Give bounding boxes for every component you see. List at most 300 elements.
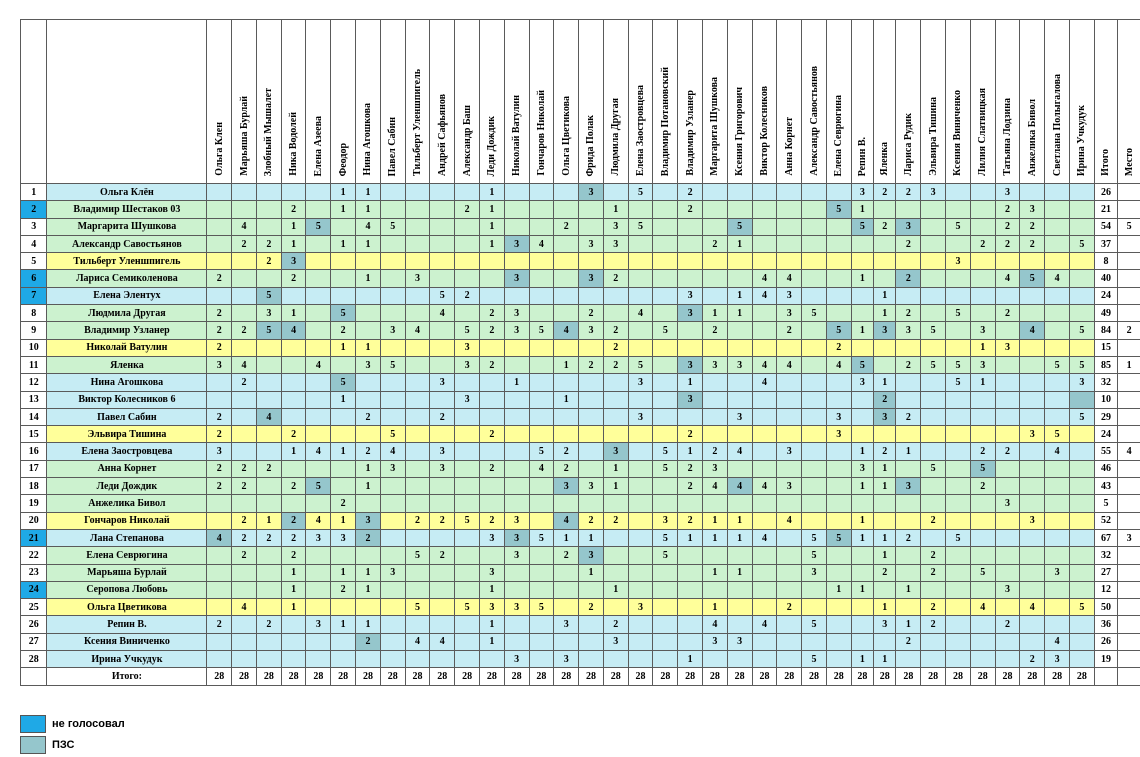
score-cell: [455, 547, 480, 564]
score-cell: [970, 529, 995, 546]
score-cell: [430, 529, 455, 546]
score-cell: [896, 426, 921, 443]
score-cell: [1069, 478, 1094, 495]
score-cell: [256, 599, 281, 616]
score-cell: 2: [579, 305, 604, 322]
score-cell: [207, 633, 232, 650]
score-cell: [921, 339, 946, 356]
score-cell: 4: [1020, 599, 1045, 616]
score-cell: [970, 287, 995, 304]
score-cell: [802, 581, 827, 598]
score-cell: 3: [504, 270, 529, 287]
row-total: 21: [1094, 201, 1117, 218]
score-cell: [777, 374, 802, 391]
score-cell: 3: [946, 253, 971, 270]
score-cell: [430, 599, 455, 616]
score-cell: [702, 287, 727, 304]
score-cell: [529, 478, 554, 495]
totals-label: Итого:: [47, 668, 207, 685]
score-cell: 3: [579, 547, 604, 564]
column-header: [281, 20, 306, 184]
score-cell: 5: [653, 443, 678, 460]
column-total: 28: [777, 668, 802, 685]
column-header: [1094, 20, 1117, 184]
score-cell: [603, 408, 628, 425]
score-cell: 2: [232, 322, 257, 339]
column-total: 28: [727, 668, 752, 685]
score-cell: 1: [874, 599, 896, 616]
score-cell: [1045, 616, 1070, 633]
table-row: [21, 651, 1140, 668]
score-cell: 3: [430, 374, 455, 391]
score-cell: [802, 599, 827, 616]
column-header: [921, 20, 946, 184]
score-cell: [232, 270, 257, 287]
score-cell: 4: [777, 512, 802, 529]
score-cell: [921, 529, 946, 546]
score-cell: [1069, 495, 1094, 512]
score-cell: [455, 374, 480, 391]
row-place: [1118, 270, 1140, 287]
score-cell: [579, 616, 604, 633]
column-header: [1045, 20, 1070, 184]
score-cell: 3: [802, 564, 827, 581]
score-cell: [1020, 460, 1045, 477]
score-cell: [1020, 408, 1045, 425]
score-cell: 3: [579, 270, 604, 287]
row-place: [1118, 408, 1140, 425]
score-cell: [995, 356, 1020, 373]
row-number: 23: [21, 564, 47, 581]
score-cell: [504, 581, 529, 598]
score-cell: [802, 478, 827, 495]
score-cell: 5: [256, 322, 281, 339]
score-cell: [702, 391, 727, 408]
column-header-label: Александр Савостьянов: [808, 66, 820, 176]
score-cell: [256, 339, 281, 356]
score-cell: 5: [455, 322, 480, 339]
score-cell: 5: [653, 322, 678, 339]
score-cell: 3: [678, 287, 703, 304]
score-cell: [356, 599, 381, 616]
score-cell: [802, 339, 827, 356]
score-cell: [921, 391, 946, 408]
score-cell: 2: [554, 443, 579, 460]
column-header: [504, 20, 529, 184]
score-cell: [455, 426, 480, 443]
score-cell: [380, 339, 405, 356]
table-row: [21, 356, 1140, 373]
row-number: 5: [21, 253, 47, 270]
score-cell: [504, 495, 529, 512]
row-total: 54: [1094, 218, 1117, 235]
score-cell: [281, 633, 306, 650]
column-header: [995, 20, 1020, 184]
score-cell: [851, 616, 873, 633]
score-cell: [678, 633, 703, 650]
table-row: [21, 599, 1140, 616]
score-cell: 1: [826, 581, 851, 598]
score-cell: 1: [702, 599, 727, 616]
score-cell: [579, 408, 604, 425]
score-cell: 2: [702, 443, 727, 460]
score-cell: [995, 460, 1020, 477]
score-cell: [405, 218, 430, 235]
score-cell: [529, 633, 554, 650]
score-cell: [802, 391, 827, 408]
score-cell: [232, 581, 257, 598]
score-cell: 5: [826, 529, 851, 546]
score-cell: 5: [921, 460, 946, 477]
score-cell: 4: [380, 443, 405, 460]
score-cell: 4: [702, 478, 727, 495]
score-cell: [970, 633, 995, 650]
score-cell: [702, 201, 727, 218]
score-cell: 1: [579, 529, 604, 546]
table-row: [21, 478, 1140, 495]
score-cell: 3: [628, 599, 653, 616]
score-cell: 2: [1020, 218, 1045, 235]
score-cell: [356, 253, 381, 270]
score-cell: 1: [356, 478, 381, 495]
score-cell: [579, 287, 604, 304]
score-cell: [554, 426, 579, 443]
score-cell: [653, 270, 678, 287]
score-cell: [653, 408, 678, 425]
score-cell: 5: [851, 218, 873, 235]
column-header: [232, 20, 257, 184]
totals-blank: [21, 668, 47, 685]
score-cell: 1: [851, 478, 873, 495]
score-cell: [554, 581, 579, 598]
score-cell: 3: [207, 443, 232, 460]
score-cell: [455, 633, 480, 650]
score-cell: 2: [479, 305, 504, 322]
score-cell: [504, 564, 529, 581]
score-cell: [529, 512, 554, 529]
score-cell: 3: [995, 495, 1020, 512]
score-cell: 4: [529, 235, 554, 252]
score-cell: [1045, 581, 1070, 598]
score-cell: [405, 529, 430, 546]
score-cell: 3: [896, 218, 921, 235]
score-cell: [995, 408, 1020, 425]
column-header-label: Ника Водолей: [288, 112, 300, 176]
score-cell: [232, 564, 257, 581]
participant-name: Марьяша Бурлай: [47, 564, 207, 581]
score-cell: 2: [603, 322, 628, 339]
score-cell: [331, 408, 356, 425]
score-cell: 2: [554, 460, 579, 477]
score-cell: [702, 408, 727, 425]
score-cell: 5: [1069, 408, 1094, 425]
score-cell: 3: [826, 408, 851, 425]
score-cell: 2: [896, 235, 921, 252]
score-cell: 3: [777, 443, 802, 460]
column-header-label: Татьяна Лодзина: [1002, 98, 1013, 176]
score-cell: 3: [430, 443, 455, 460]
score-cell: [921, 287, 946, 304]
legend: [20, 714, 125, 756]
score-cell: [306, 581, 331, 598]
score-cell: 2: [874, 391, 896, 408]
score-cell: [331, 356, 356, 373]
score-cell: 3: [479, 564, 504, 581]
score-cell: [970, 270, 995, 287]
score-cell: [1069, 443, 1094, 460]
score-cell: [826, 564, 851, 581]
score-cell: 5: [1069, 356, 1094, 373]
score-cell: [331, 547, 356, 564]
score-cell: 1: [727, 529, 752, 546]
score-cell: 1: [356, 460, 381, 477]
score-cell: [628, 270, 653, 287]
score-cell: [603, 547, 628, 564]
score-cell: [752, 184, 777, 201]
score-cell: [256, 184, 281, 201]
column-total: 28: [826, 668, 851, 685]
score-cell: [529, 270, 554, 287]
score-cell: [777, 633, 802, 650]
column-header-label: Злобный Мышалет: [263, 87, 275, 176]
score-cell: [1069, 426, 1094, 443]
score-cell: [826, 305, 851, 322]
score-cell: [430, 616, 455, 633]
score-cell: 2: [995, 443, 1020, 460]
score-cell: [430, 322, 455, 339]
column-header: [970, 20, 995, 184]
score-cell: [1069, 529, 1094, 546]
score-cell: [678, 339, 703, 356]
score-cell: [579, 651, 604, 668]
score-cell: [921, 374, 946, 391]
score-cell: [281, 460, 306, 477]
table-row: [21, 512, 1140, 529]
score-cell: [1069, 581, 1094, 598]
row-total: 8: [1094, 253, 1117, 270]
score-cell: 2: [678, 201, 703, 218]
score-cell: 5: [653, 547, 678, 564]
column-total: 28: [554, 668, 579, 685]
score-cell: [826, 443, 851, 460]
score-cell: [752, 581, 777, 598]
score-cell: [946, 616, 971, 633]
score-cell: 3: [727, 356, 752, 373]
column-header-label: Анна Корнет: [783, 117, 795, 176]
score-cell: [921, 235, 946, 252]
score-cell: [777, 253, 802, 270]
legend-label-not-voted: не голосовал: [52, 717, 125, 730]
score-cell: [207, 651, 232, 668]
score-cell: 3: [702, 633, 727, 650]
score-cell: 2: [356, 443, 381, 460]
participant-name: Нина Агошкова: [47, 374, 207, 391]
score-cell: [826, 287, 851, 304]
score-cell: [380, 374, 405, 391]
score-cell: [331, 651, 356, 668]
score-cell: 2: [331, 581, 356, 598]
score-cell: 1: [331, 443, 356, 460]
score-cell: [946, 633, 971, 650]
column-total: 28: [455, 668, 480, 685]
row-number: 14: [21, 408, 47, 425]
score-cell: 1: [874, 651, 896, 668]
score-cell: [896, 253, 921, 270]
table-row: [21, 443, 1140, 460]
score-cell: [529, 426, 554, 443]
score-cell: [430, 201, 455, 218]
score-cell: [405, 495, 430, 512]
score-cell: 4: [232, 599, 257, 616]
score-cell: [702, 339, 727, 356]
score-cell: [306, 599, 331, 616]
row-place: [1118, 253, 1140, 270]
participant-name: Гончаров Николай: [47, 512, 207, 529]
score-cell: [306, 322, 331, 339]
score-cell: 5: [946, 356, 971, 373]
score-cell: 3: [921, 184, 946, 201]
row-place: [1118, 201, 1140, 218]
row-number: 18: [21, 478, 47, 495]
score-cell: [306, 391, 331, 408]
score-cell: 2: [995, 616, 1020, 633]
score-cell: 1: [331, 184, 356, 201]
participant-name: Ольга Клён: [47, 184, 207, 201]
score-cell: 1: [356, 201, 381, 218]
score-cell: 2: [603, 616, 628, 633]
score-cell: 2: [874, 218, 896, 235]
score-cell: [874, 356, 896, 373]
score-cell: 5: [802, 547, 827, 564]
score-cell: [306, 651, 331, 668]
participant-name: Виктор Колесников 6: [47, 391, 207, 408]
score-cell: [727, 599, 752, 616]
score-cell: 3: [504, 651, 529, 668]
score-cell: 2: [579, 599, 604, 616]
score-cell: [752, 512, 777, 529]
score-cell: 3: [380, 460, 405, 477]
score-cell: 3: [579, 184, 604, 201]
score-cell: 1: [579, 564, 604, 581]
score-cell: [430, 253, 455, 270]
score-cell: 2: [281, 270, 306, 287]
row-place: 1: [1118, 356, 1140, 373]
score-cell: 1: [281, 218, 306, 235]
score-cell: 3: [603, 235, 628, 252]
score-cell: 4: [356, 218, 381, 235]
score-cell: 1: [356, 564, 381, 581]
score-cell: 4: [777, 356, 802, 373]
score-cell: [455, 478, 480, 495]
score-cell: 1: [678, 374, 703, 391]
score-cell: 2: [455, 201, 480, 218]
score-cell: [256, 443, 281, 460]
score-cell: [826, 184, 851, 201]
score-cell: [1045, 529, 1070, 546]
score-cell: [1020, 495, 1045, 512]
participant-name: Тильберт Уленшпигель: [47, 253, 207, 270]
column-header: [579, 20, 604, 184]
score-cell: [777, 495, 802, 512]
score-cell: [256, 356, 281, 373]
score-cell: 1: [896, 581, 921, 598]
score-cell: [479, 270, 504, 287]
score-cell: 3: [874, 322, 896, 339]
score-cell: 3: [405, 270, 430, 287]
column-total: 28: [851, 668, 873, 685]
column-total: 28: [479, 668, 504, 685]
score-cell: [628, 651, 653, 668]
score-cell: [1045, 253, 1070, 270]
score-cell: 1: [851, 443, 873, 460]
table-row: [21, 426, 1140, 443]
column-header-label: Ольга Цветикова: [560, 96, 572, 176]
score-cell: 2: [207, 339, 232, 356]
score-cell: [802, 201, 827, 218]
row-total: 37: [1094, 235, 1117, 252]
score-cell: [430, 235, 455, 252]
score-cell: [752, 599, 777, 616]
score-cell: 4: [306, 443, 331, 460]
score-cell: 3: [995, 339, 1020, 356]
score-cell: [752, 426, 777, 443]
score-cell: 2: [995, 218, 1020, 235]
column-header: [802, 20, 827, 184]
score-cell: [921, 408, 946, 425]
score-cell: 1: [970, 339, 995, 356]
table-row: [21, 253, 1140, 270]
participant-name: Маргарита Шушкова: [47, 218, 207, 235]
column-header: [405, 20, 430, 184]
score-cell: [405, 305, 430, 322]
score-cell: [752, 305, 777, 322]
score-cell: 3: [628, 374, 653, 391]
score-cell: [727, 581, 752, 598]
score-cell: 4: [727, 443, 752, 460]
score-cell: [628, 495, 653, 512]
column-header: [678, 20, 703, 184]
score-cell: [874, 426, 896, 443]
score-cell: [851, 547, 873, 564]
row-total: 24: [1094, 287, 1117, 304]
score-cell: [702, 374, 727, 391]
score-cell: 5: [970, 460, 995, 477]
score-cell: [256, 633, 281, 650]
score-cell: 1: [479, 184, 504, 201]
score-cell: [479, 339, 504, 356]
score-cell: [752, 633, 777, 650]
score-cell: [529, 339, 554, 356]
row-number: 20: [21, 512, 47, 529]
column-total: 28: [995, 668, 1020, 685]
totals-blank: [1118, 668, 1140, 685]
score-cell: 4: [1045, 270, 1070, 287]
score-cell: [896, 391, 921, 408]
score-cell: [430, 478, 455, 495]
score-cell: [529, 564, 554, 581]
score-cell: 1: [603, 478, 628, 495]
score-cell: [896, 201, 921, 218]
score-cell: [455, 305, 480, 322]
row-total: 15: [1094, 339, 1117, 356]
score-cell: 2: [777, 599, 802, 616]
score-cell: [970, 512, 995, 529]
score-cell: 1: [504, 374, 529, 391]
column-total: 28: [752, 668, 777, 685]
score-cell: [1045, 391, 1070, 408]
score-cell: [653, 339, 678, 356]
score-cell: [653, 633, 678, 650]
